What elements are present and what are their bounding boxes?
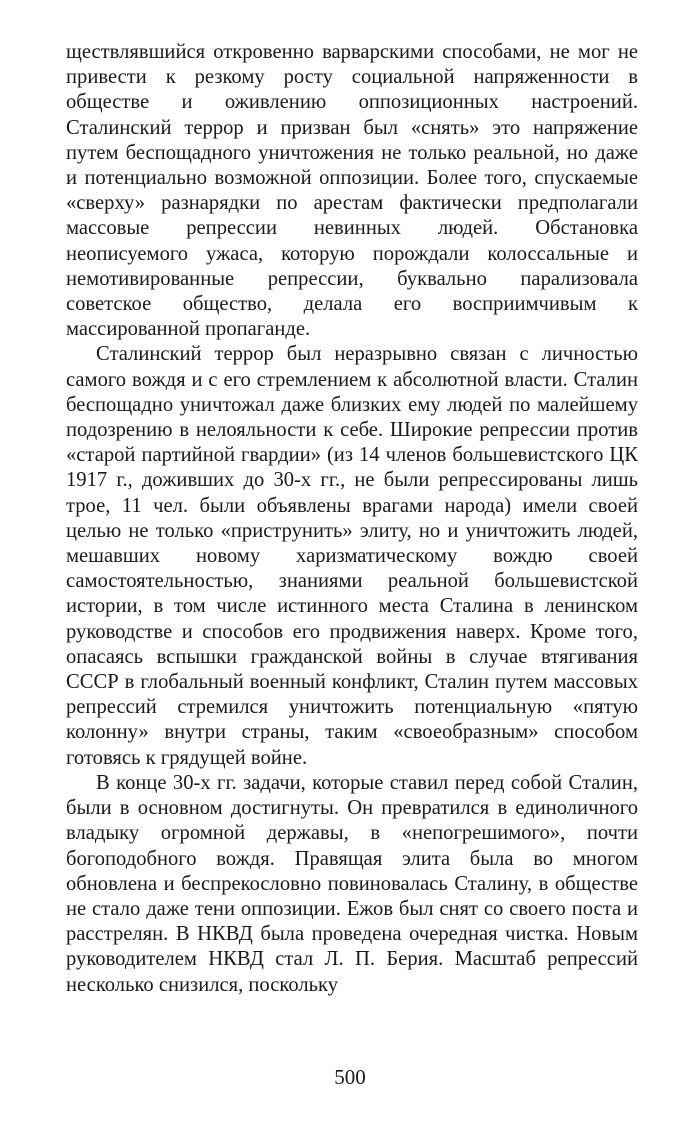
paragraph-continuation: ществлявшийся откровенно варварскими способами, не мог не привести к резкому росту социальной напряженности в обществе и оживлению оппозиционных настроений. Сталинский террор и призван был «снять» это напряжение путем беспощадного уничтожения не только реальной, но даже и потенциально возможной оппозиции. Более того, спускаемые «сверху» разнарядки по арестам фактически предполагали массовые репрессии невинных людей. Обстановка неописуемого ужаса, которую порождали колоссальные и немотивированные репрессии, буквально парализовала советское общество, делала его восприимчивым к массированной пропаганде. xyxy=(66,41,638,341)
paragraph-stalin-terror: Сталинский террор был неразрывно связан с личностью самого вождя и с его стремлением к абсолютной власти. Сталин беспощадно уничтожал даже близких ему людей по малейшему подозрению в нелояльности к себе. Широкие репрессии против «старой партийной гвардии» (из 14 членов большевистского ЦК 1917 г., доживших до 30-х гг., не были репрессированы лишь трое, 11 чел. были объявлены врагами народа) имели своей целью не только «приструнить» элиту, но и уничтожить людей, мешавших новому харизматическому вождю своей самостоятельностью, знаниями реальной большевистской истории, в том числе истинного места Сталина в ленинском руководстве и способов его продвижения наверх. Кроме того, опасаясь вспышки гражданской войны в случае втягивания СССР в глобальный военный конфликт, Сталин путем массовых репрессий стремился уничтожить потенциальную «пятую колонну» внутри страны, таким «своеобразным» способом готовясь к грядущей войне. xyxy=(66,343,638,769)
page-number: 500 xyxy=(334,1065,366,1089)
paragraph-late-30s: В конце 30-х гг. задачи, которые ставил перед собой Сталин, были в основном достигнуты. Он превратился в единоличного владыку огромной державы, в «непогрешимого», почти богоподобного вождя. Правящая элита была во многом обновлена и беспрекословно повиновалась Сталину, в обществе не стало даже тени оппозиции. Ежов был снят со своего поста и расстрелян. В НКВД была проведена очередная чистка. Новым руководителем НКВД стал Л. П. Берия. Масштаб репрессий несколько снизился, поскольку xyxy=(66,771,638,996)
page-body xyxy=(66,40,638,998)
